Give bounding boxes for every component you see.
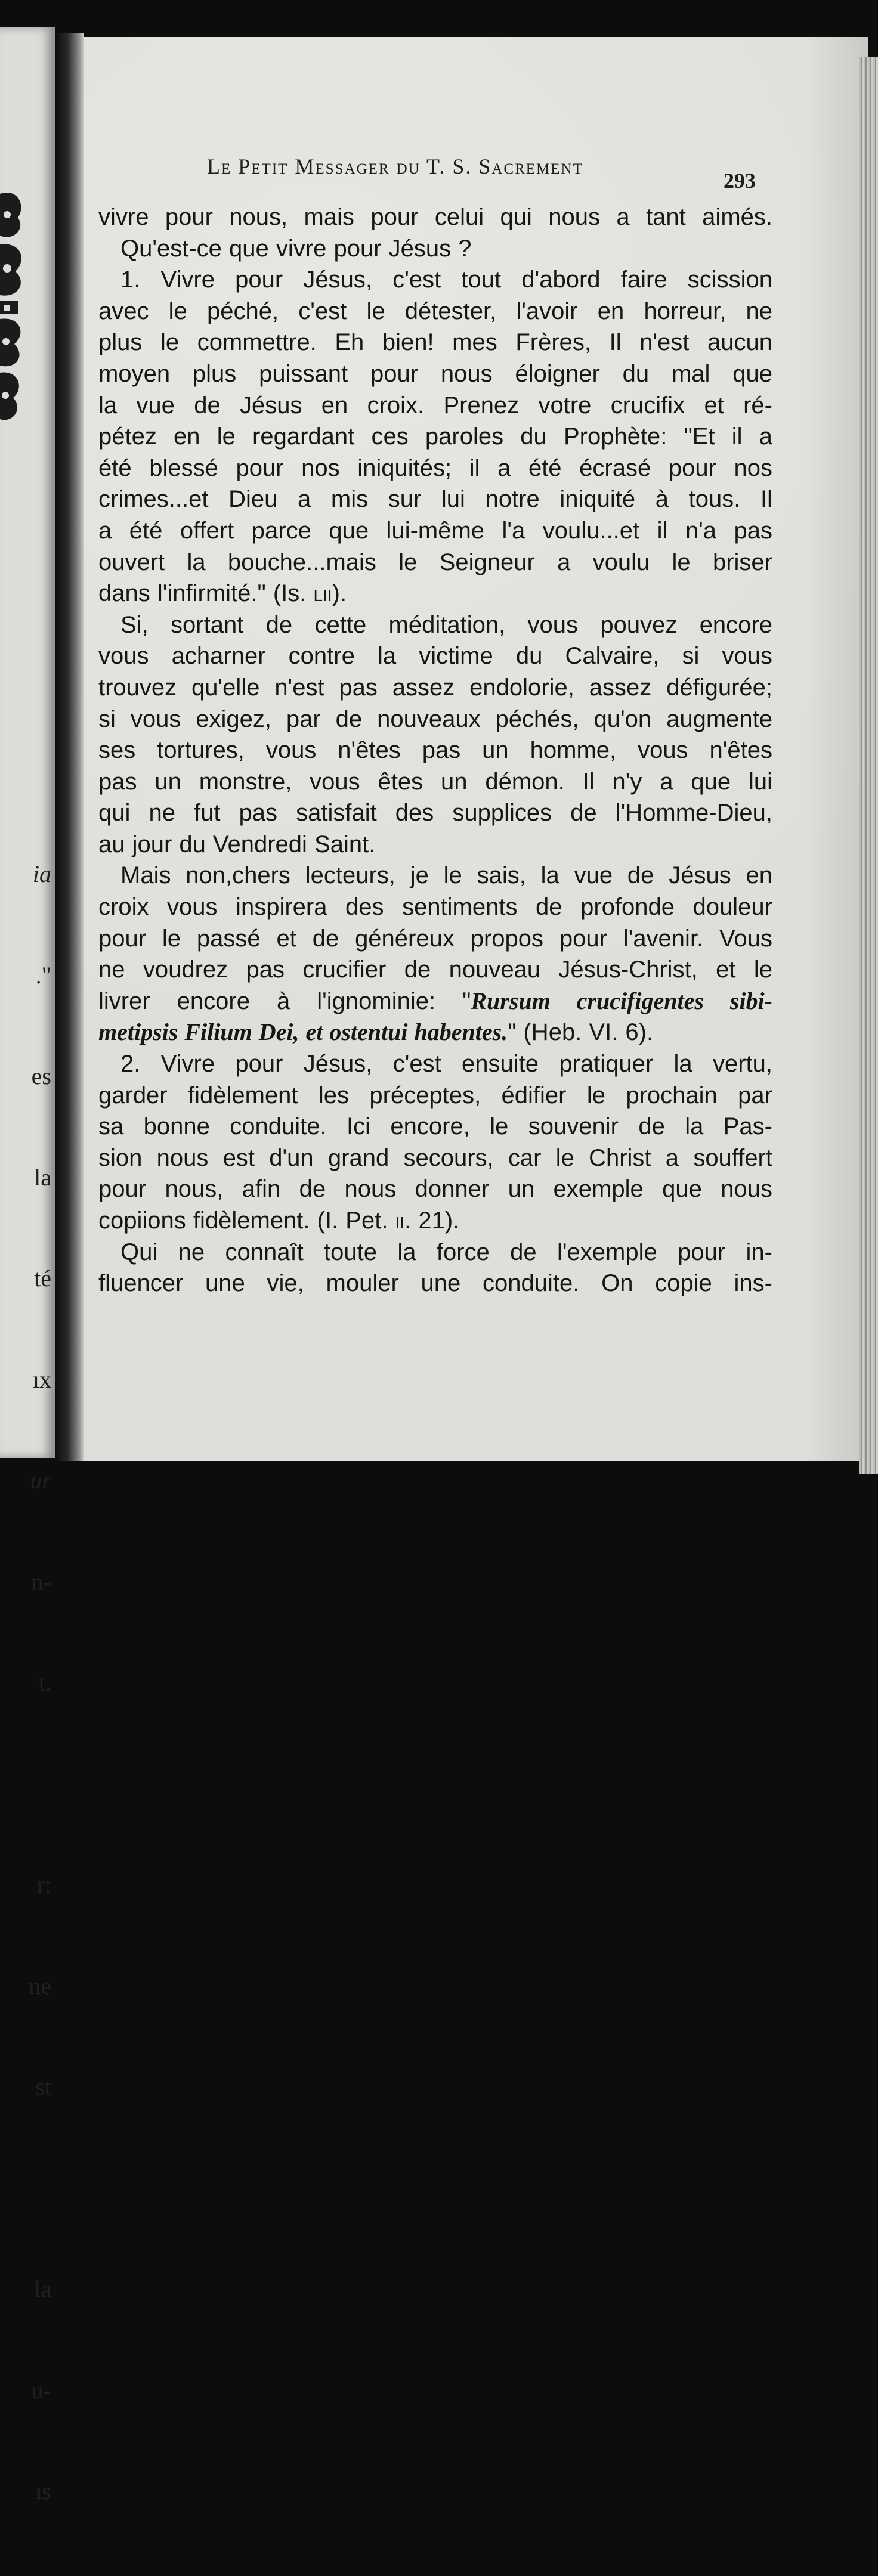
text-line: ne voudrez pas crucifier de nouveau Jésus-Christ, et le — [98, 956, 772, 983]
left-fragment: r: — [36, 1871, 51, 1898]
left-page-text-fragments — [0, 790, 51, 2576]
text-line: pétez en le regardant ces paroles du Prophète: "Et il a — [98, 423, 772, 450]
left-fragment: ne — [29, 1972, 51, 1999]
left-fragment: té — [34, 1265, 51, 1292]
left-fragment: ıx — [32, 1366, 51, 1393]
left-fragment: la — [34, 1163, 51, 1191]
left-fragment: ." — [35, 961, 51, 989]
text-line: Mais non,chers lecteurs, je le sais, la vue de Jésus en — [120, 862, 772, 889]
text-line: croix vous inspirera des sentiments de profonde douleur — [98, 894, 772, 921]
text-line: Si, sortant de cette méditation, vous pouvez encore — [120, 611, 772, 638]
text-line: Qu'est-ce que vivre pour Jésus ? — [120, 235, 472, 262]
body-text — [98, 202, 772, 1299]
left-fragment — [0, 2172, 51, 2206]
left-fragment: ur — [30, 1467, 51, 1494]
text-line: pour le passé et de généreux propos pour l'avenir. Vous — [98, 925, 772, 952]
text-line: vous acharner contre la victime du Calvaire, si vous — [98, 643, 772, 670]
text-line: crimes...et Dieu a mis sur lui notre iniquité à tous. Il — [98, 486, 772, 513]
text-line: dans l'infirmité." (Is. lii). — [98, 580, 347, 607]
left-fragment: es — [31, 1063, 51, 1089]
floral-ornament-icon — [0, 188, 27, 426]
text-line: vivre pour nous, mais pour celui qui nous a tant aimés. — [98, 204, 772, 230]
text-line: pour nous, afin de nous donner un exemple que nous — [98, 1176, 772, 1203]
text-line: garder fidèlement les préceptes, édifier le prochain par — [98, 1082, 772, 1109]
text-line: ses tortures, vous n'êtes pas un homme, vous n'êtes — [98, 737, 772, 764]
text-line: pas un monstre, vous êtes un démon. Il n'y a que lui — [98, 768, 772, 795]
text-line: moyen plus puissant pour nous éloigner du mal que — [98, 360, 772, 387]
page-edge-stack — [859, 57, 878, 1474]
left-fragment: t. — [38, 1669, 51, 1696]
text-line: sa bonne conduite. Ici encore, le souvenir de la Pas- — [98, 1113, 772, 1140]
text-line: Qui ne connaît toute la force de l'exemple pour in- — [120, 1239, 772, 1265]
binding-gutter — [55, 33, 84, 1461]
left-fragment: st — [35, 2073, 51, 2100]
left-fragment: la — [34, 2275, 51, 2302]
text-line: plus le commettre. Eh bien! mes Frères, Il n'est aucun — [98, 329, 772, 356]
text-line: a été offert parce que lui-même l'a voulu...et il n'a pas — [98, 517, 772, 544]
text-line: 2. Vivre pour Jésus, c'est ensuite pratiquer la vertu, — [120, 1051, 772, 1078]
left-neighbour-page — [0, 27, 55, 2504]
text-line: si vous exigez, par de nouveaux péchés, qu'on augmente — [98, 705, 772, 732]
text-line: au jour du Vendredi Saint. — [98, 831, 376, 857]
text-line: ouvert la bouche...mais le Seigneur a voulu le briser — [98, 549, 772, 575]
text-line: 1. Vivre pour Jésus, c'est tout d'abord faire scission — [120, 267, 772, 293]
text-line: la vue de Jésus en croix. Prenez votre crucifix et ré- — [98, 392, 772, 419]
text-line: avec le péché, c'est le détester, l'avoir en horreur, ne — [98, 298, 772, 324]
text-line: trouvez qu'elle n'est pas assez endolorie, assez défigurée; — [98, 674, 772, 701]
text-line: copiions fidèlement. (I. Pet. ii. 21). — [98, 1208, 460, 1234]
left-fragment: u- — [31, 2376, 51, 2404]
text-line: livrer encore à l'ignominie: "Rursum crucifigentes sibi- — [98, 987, 772, 1014]
text-line: qui ne fut pas satisfait des supplices de l'Homme-Dieu, — [98, 800, 772, 826]
left-fragment — [0, 1767, 51, 1801]
left-fragment: ia — [32, 860, 51, 887]
text-line: metipsis Filium Dei, et ostentui habentes." (Heb. VI. 6). — [98, 1018, 654, 1046]
running-head: Le Petit Messager du T. S. Sacrement — [207, 154, 583, 178]
page-number: 293 — [724, 169, 756, 193]
text-line: sion nous est d'un grand secours, car le Christ a souffert — [98, 1144, 772, 1171]
left-fragment: n- — [31, 1568, 51, 1595]
left-fragment: ıs — [35, 2478, 51, 2504]
text-line: fluencer une vie, mouler une conduite. On copie ins- — [98, 1270, 772, 1297]
text-line: été blessé pour nos iniquités; il a été écrasé pour nos — [98, 454, 772, 481]
